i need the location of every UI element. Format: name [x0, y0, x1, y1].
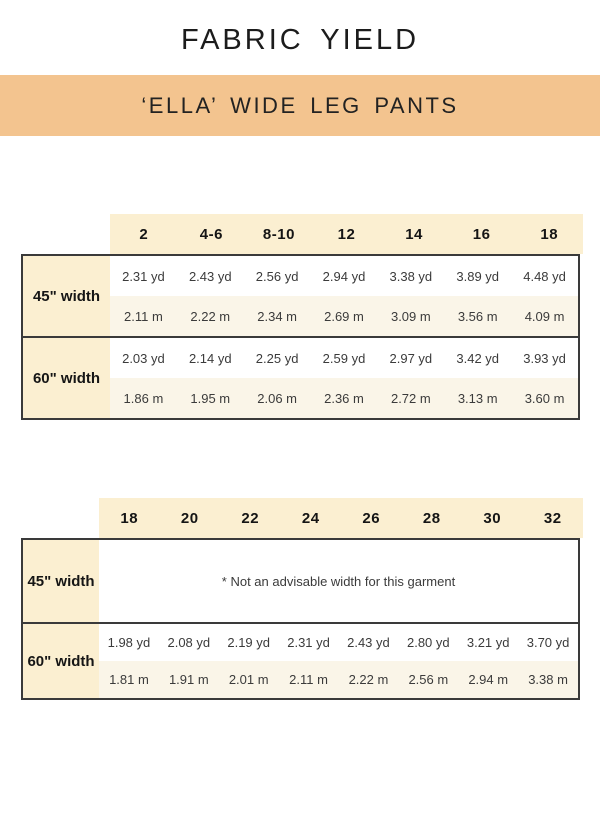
- product-banner: [0, 75, 600, 136]
- yield-value-yd: 3.38 yd: [377, 256, 444, 296]
- size-header-cell: 30: [483, 509, 502, 527]
- yield-value-m: 2.11 m: [110, 296, 177, 336]
- yield-value-yd: 3.42 yd: [444, 338, 511, 378]
- yield-value-m: 2.72 m: [377, 378, 444, 418]
- size-header-cell: 4-6: [199, 225, 223, 243]
- yield-value-yd: 2.14 yd: [177, 338, 244, 378]
- yield-value-m: 2.11 m: [279, 661, 339, 698]
- size-header-row: [110, 214, 583, 254]
- yield-value-yd: 2.56 yd: [244, 256, 311, 296]
- table-body: [21, 538, 580, 700]
- size-header-cell: 12: [337, 225, 356, 243]
- size-header-cell: 22: [241, 509, 260, 527]
- size-header-cell: 16: [472, 225, 491, 243]
- width-row-block: [23, 540, 578, 622]
- width-row-block: [23, 622, 578, 698]
- yield-value-yd: 2.94 yd: [311, 256, 378, 296]
- yield-value-yd: 2.03 yd: [110, 338, 177, 378]
- yield-value-m: 3.38 m: [518, 661, 578, 698]
- yield-value-m: 4.09 m: [511, 296, 578, 336]
- yield-value-m: 2.94 m: [458, 661, 518, 698]
- width-label: 45" width: [23, 540, 99, 622]
- size-header-cell: 8-10: [262, 225, 295, 243]
- width-row-block: [23, 336, 578, 418]
- yield-value-m: 2.34 m: [244, 296, 311, 336]
- yield-value-m: 2.01 m: [219, 661, 279, 698]
- size-header-cell: 2: [139, 225, 149, 243]
- yield-value-m: 2.22 m: [339, 661, 399, 698]
- yield-value-m: 3.09 m: [377, 296, 444, 336]
- yield-value-yd: 4.48 yd: [511, 256, 578, 296]
- table-body: [21, 254, 580, 420]
- size-header-cell: 18: [540, 225, 559, 243]
- yield-value-yd: 2.25 yd: [244, 338, 311, 378]
- yield-value-m: 2.69 m: [311, 296, 378, 336]
- width-label: 45" width: [23, 256, 110, 336]
- yield-value-m: 3.56 m: [444, 296, 511, 336]
- yield-value-m: 2.56 m: [398, 661, 458, 698]
- size-header-cell: 24: [301, 509, 320, 527]
- yield-value-yd: 2.59 yd: [311, 338, 378, 378]
- size-header-cell: 14: [405, 225, 423, 243]
- yield-value-yd: 3.21 yd: [458, 624, 518, 661]
- yield-value-m: 2.36 m: [311, 378, 378, 418]
- yield-value-m: 3.60 m: [511, 378, 578, 418]
- yield-value-yd: 3.70 yd: [518, 624, 578, 661]
- yield-value-yd: 2.19 yd: [219, 624, 279, 661]
- yield-value-m: 1.91 m: [159, 661, 219, 698]
- size-header-cell: 32: [543, 509, 562, 527]
- yield-value-yd: 1.98 yd: [99, 624, 159, 661]
- not-advisable-note: * Not an advisable width for this garment: [99, 540, 578, 622]
- yield-value-m: 2.22 m: [177, 296, 244, 336]
- width-label: 60" width: [23, 338, 110, 418]
- yield-value-yd: 2.31 yd: [279, 624, 339, 661]
- yield-table-large-sizes: [21, 498, 580, 700]
- page-title: FABRIC YIELD: [180, 24, 420, 56]
- yield-value-yd: 2.43 yd: [339, 624, 399, 661]
- yield-value-yd: 3.93 yd: [511, 338, 578, 378]
- product-banner-label: ‘ELLA’ WIDE LEG PANTS: [141, 92, 459, 118]
- width-label: 60" width: [23, 624, 99, 698]
- yield-value-yd: 2.08 yd: [159, 624, 219, 661]
- size-header-row: [99, 498, 583, 538]
- size-header-cell: 28: [422, 509, 441, 527]
- yield-value-m: 3.13 m: [444, 378, 511, 418]
- yield-value-yd: 3.89 yd: [444, 256, 511, 296]
- size-header-cell: 18: [120, 509, 139, 527]
- yield-value-m: 2.06 m: [244, 378, 311, 418]
- yield-value-m: 1.86 m: [110, 378, 177, 418]
- width-row-block: [23, 256, 578, 336]
- yield-value-yd: 2.97 yd: [377, 338, 444, 378]
- yield-value-yd: 2.31 yd: [110, 256, 177, 296]
- yield-value-yd: 2.80 yd: [398, 624, 458, 661]
- yield-value-m: 1.95 m: [177, 378, 244, 418]
- size-header-cell: 20: [180, 509, 199, 527]
- yield-table-small-sizes: [21, 214, 580, 420]
- yield-value-yd: 2.43 yd: [177, 256, 244, 296]
- size-header-cell: 26: [362, 509, 381, 527]
- yield-value-m: 1.81 m: [99, 661, 159, 698]
- fabric-yield-page: [0, 24, 600, 824]
